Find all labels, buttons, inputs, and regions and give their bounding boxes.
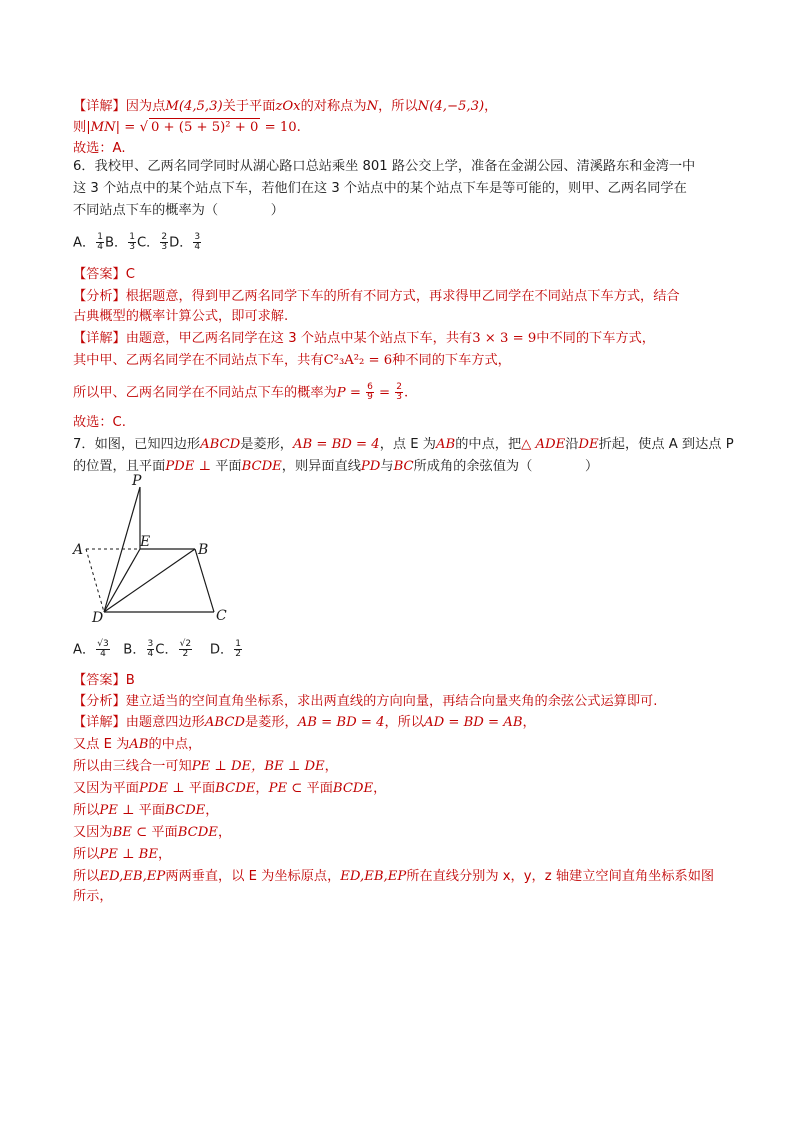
q7-detail-line2: 又点 E 为AB的中点， [73,737,202,752]
q7-detail-line5: 所以PE ⊥ 平面BCDE， [73,803,219,818]
q6-option-a-fraction: $\frac{1}{4}$ [97,232,103,252]
q6-detail-line3: 所以甲、乙两名同学在不同站点下车的概率为P = $\frac{6}{9}$ = $\frac{2}{3}$ . [73,382,409,402]
point-n: N(4,−5,3) [417,99,485,114]
q6-stem-line1: 6．我校甲、乙两名同学同时从湖心路口总站乘坐 801 路公交上学，准备在金湖公园、清溪路东和金湾一中 [73,159,696,174]
q7-stem-line2: 的位置，且平面PDE ⊥ 平面BCDE，则异面直线PD与BC所成角的余弦值为（ ） [73,459,599,474]
q6-choice: 故选：C. [73,415,126,430]
edge-ad-dashed [86,549,104,612]
q6-options: A． $\frac{1}{4}$ B． $\frac{1}{3}$ C． $\frac{2}{3}$ D． $\frac{3}{4}$ [73,232,201,252]
q6-stem-line3: 不同站点下车的概率为（ ） [73,203,284,218]
label-d: D [92,610,104,624]
q7-option-b-fraction: $\frac{3}{4}$ [147,639,154,659]
detail-tag: 【详解】 [73,99,126,114]
q7-option-d-fraction: $\frac{1}{2}$ [235,639,241,659]
q6-option-b-fraction: $\frac{1}{3}$ [129,232,135,252]
q7-detail-line1: 【详解】由题意四边形ABCD是菱形，AB = BD = 4，所以AD = BD = AB， [73,715,536,730]
geometry-figure [68,472,248,624]
q5-choice: 故选：A. [73,141,126,156]
q5-mn-line: 则|MN| = √ 0 + (5 + 5)² + 0 = 10. [73,120,301,135]
label-c: C [216,608,227,624]
edge-db [104,549,195,612]
q7-detail-line8: 所以ED,EB,EP两两垂直，以 E 为坐标原点，ED,EB,EP所在直线分别为 x，y，z 轴建立空间直角坐标系如图 [73,869,715,884]
q6-detail-line1: 【详解】由题意，甲乙两名同学在这 3 个站点中某个站点下车，共有3 × 3 = 9中不同的下车方式， [73,331,655,346]
q6-stem-line2: 这 3 个站点中的某个站点下车，若他们在这 3 个站点中的某个站点下车是等可能的，则甲、乙两名同学在 [73,181,687,196]
q6-answer: 【答案】C [73,267,135,282]
probability-fraction-1: $\frac{6}{9}$ [367,382,373,402]
q7-detail-line7: 所以PE ⊥ BE， [73,847,172,862]
q7-detail-line3: 所以由三线合一可知PE ⊥ DE，BE ⊥ DE， [73,759,338,774]
q7-analysis: 【分析】建立适当的空间直角坐标系，求出两直线的方向向量，再结合向量夹角的余弦公式运算即可. [73,694,658,709]
label-e: E [140,534,151,550]
label-b: B [198,542,209,558]
q6-option-d-fraction: $\frac{3}{4}$ [194,232,201,252]
q6-detail-line2: 其中甲、乙两名同学在不同站点下车，共有C²₃A²₂ = 6种不同的下车方式， [73,353,511,368]
sqrt-expression: 0 + (5 + 5)² + 0 [150,120,259,135]
label-a: A [73,542,84,558]
q7-detail-line4: 又因为平面PDE ⊥ 平面BCDE，PE ⊂ 平面BCDE， [73,781,387,796]
q6-analysis-line2: 古典概型的概率计算公式，即可求解. [73,309,289,324]
q7-option-c-fraction: $\frac{√2}{2}$ [179,639,192,659]
q7-option-a-fraction: $\frac{√3}{4}$ [97,639,109,659]
q7-options: A． $\frac{√3}{4}$ B． $\frac{3}{4}$ C． $\frac{√2}{2}$ D． $\frac{1}{2}$ [73,639,241,659]
q6-analysis-line1: 【分析】根据题意，得到甲乙两名同学下车的所有不同方式，再求得甲乙同学在不同站点下车方式，结合 [73,289,680,304]
q6-option-c-fraction: $\frac{2}{3}$ [161,232,168,252]
q7-detail-line9: 所示， [73,889,113,904]
q7-detail-line6: 又因为BE ⊂ 平面BCDE， [73,825,232,840]
edge-bc [195,549,214,612]
point-m: M(4,5,3) [165,99,223,114]
edge-de [104,549,140,612]
q5-detail-line: 【详解】因为点M(4,5,3)关于平面zOx的对称点为N，所以N(4,−5,3)， [73,99,498,114]
label-p: P [132,473,142,489]
probability-fraction-2: $\frac{2}{3}$ [396,382,402,402]
q7-answer: 【答案】B [73,673,135,688]
q7-stem-line1: 7．如图，已知四边形ABCD是菱形，AB = BD = 4，点 E 为AB的中点，把△ ADE沿DE折起，使点 A 到达点 P [73,437,734,452]
